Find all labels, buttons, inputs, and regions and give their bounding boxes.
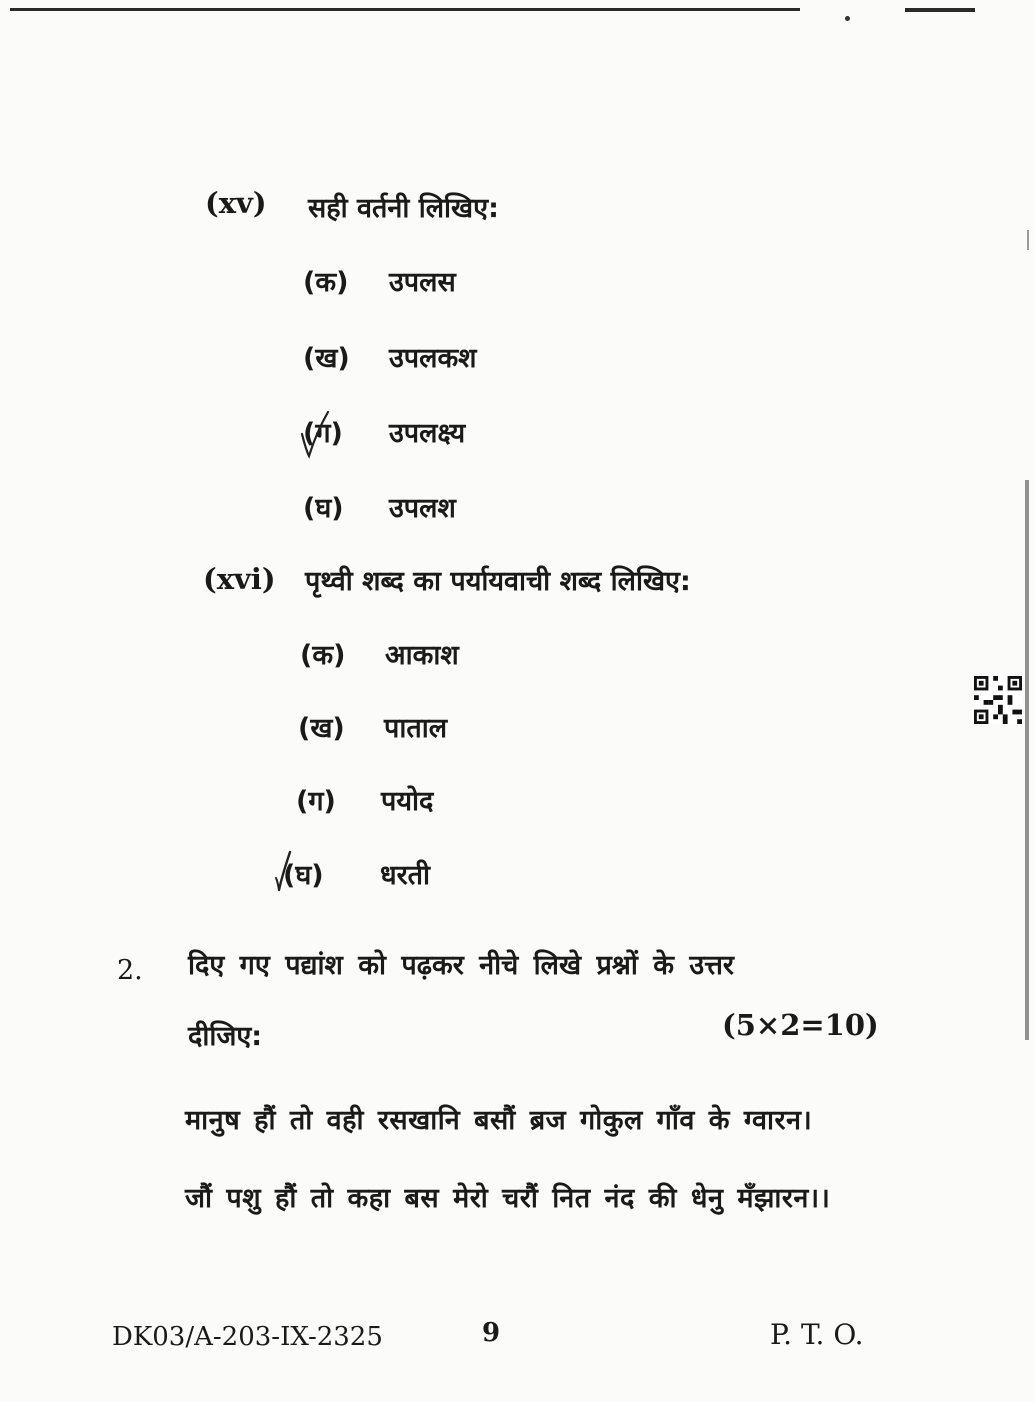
verse-line-2: जौं पशु हौं तो कहा बस मेरो चरौं नित नंद की धेनु मँझारन।। bbox=[185, 1183, 831, 1214]
q15-option-b-text: उपलकश bbox=[389, 343, 477, 374]
q2-text-line1: दिए गए पद्यांश को पढ़कर नीचे लिखे प्रश्नों के उत्तर bbox=[188, 950, 734, 981]
right-edge-artifact bbox=[1025, 480, 1029, 1040]
q16-option-c-label: (ग) bbox=[296, 786, 336, 817]
q2-marks: (5×2=10) bbox=[722, 1008, 879, 1042]
q16-option-b-label: (ख) bbox=[298, 713, 345, 744]
q16-option-b-text: पाताल bbox=[384, 713, 448, 744]
verse-line-1: मानुष हौं तो वही रसखानि बसौं ब्रज गोकुल गाँव के ग्वारन। bbox=[185, 1105, 813, 1136]
top-border-right bbox=[905, 8, 975, 12]
q15-option-c-label: (ग) bbox=[303, 418, 343, 449]
q15-option-b-label: (ख) bbox=[303, 343, 350, 374]
right-edge-artifact-2 bbox=[1027, 230, 1029, 250]
footer-paper-code: DK03/A-203-IX-2325 bbox=[112, 1322, 383, 1352]
q15-option-d-text: उपलश bbox=[389, 493, 456, 524]
footer-pto: P. T. O. bbox=[770, 1318, 864, 1351]
q16-option-c-text: पयोद bbox=[381, 786, 434, 817]
footer-page-number: 9 bbox=[482, 1318, 501, 1348]
q16-option-a-text: आकाश bbox=[385, 640, 459, 671]
top-border-left bbox=[10, 8, 800, 11]
q16-option-d-label: (घ) bbox=[283, 860, 324, 891]
scan-dot bbox=[845, 16, 850, 21]
q2-text-line2: दीजिए: bbox=[188, 1021, 263, 1052]
q16-number: (xvi) bbox=[203, 562, 276, 596]
q16-text: पृथ्वी शब्द का पर्यायवाची शब्द लिखिए: bbox=[305, 566, 691, 597]
q15-option-d-label: (घ) bbox=[303, 493, 344, 524]
q15-text: सही वर्तनी लिखिए: bbox=[308, 193, 499, 224]
q16-option-a-label: (क) bbox=[300, 640, 346, 671]
q16-option-d-text: धरती bbox=[380, 860, 431, 891]
q15-number: (xv) bbox=[205, 186, 267, 220]
q15-option-a-label: (क) bbox=[303, 267, 349, 298]
q15-option-a-text: उपलस bbox=[389, 267, 456, 298]
q2-number: 2. bbox=[117, 955, 143, 986]
handwritten-tick-mark-icon bbox=[296, 408, 330, 460]
q15-option-c-text: उपलक्ष्य bbox=[389, 418, 466, 449]
qr-code-icon bbox=[973, 676, 1023, 724]
